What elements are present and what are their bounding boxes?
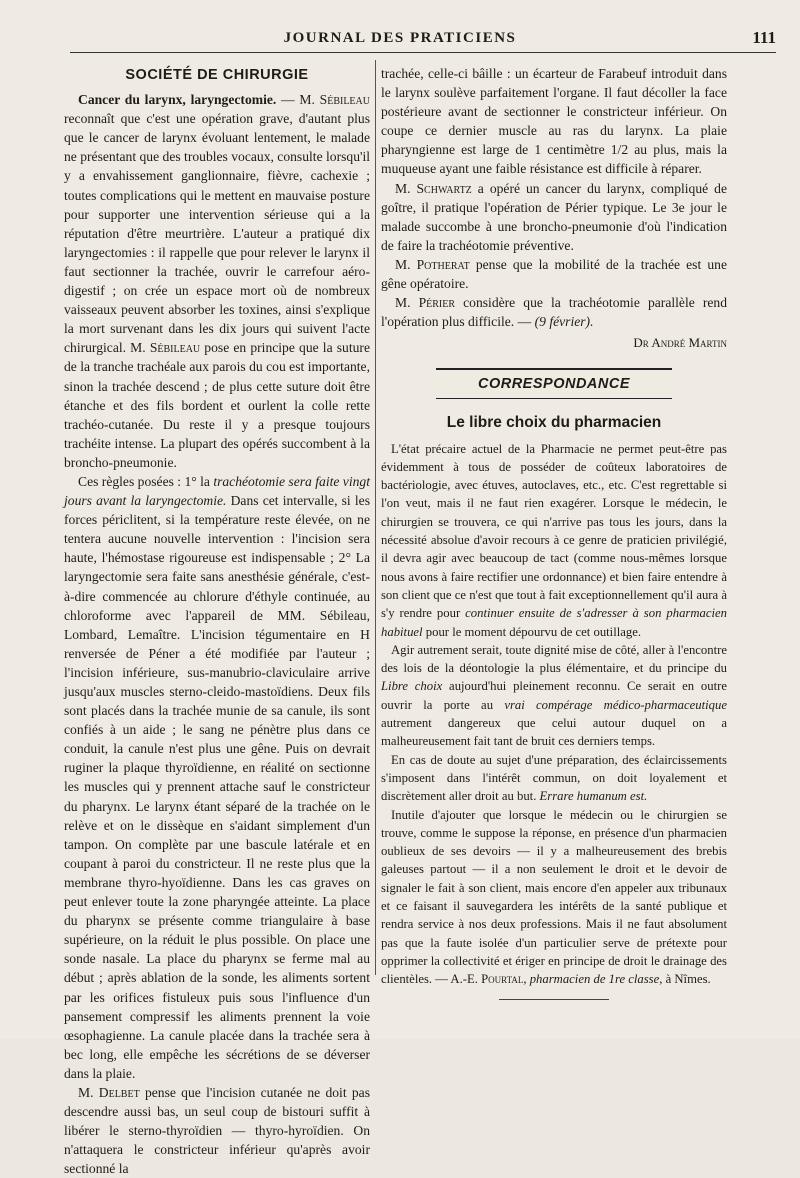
- author-name: Schwartz: [416, 180, 472, 196]
- paragraph-cancer-larynx: Cancer du larynx, laryngectomie. — M. Sébileau reconnaît que c'est une opération grave, d'autant plus que le cancer de larynx évoluant lentement, le malade ne présentant que des troubles vocaux, consulte lorsqu'il y a envahissement ganglionnaire, fièvre, cachexie ; toutes complications qui le mettent en mauvaise posture pour supporter une intervention sérieuse qui a la réputation d'être meurtrière. L'auteur a pratiqué dix laryngectomies : il rappelle que pour relever le larynx il faut sectionner la trachée, ouvrir le carrefour aéro-digestif ; on crée un espace mort où de nombreux vaisseaux peuvent absorber les toxines, ainsi s'explique la mort survenant dans les dix jours qui suivent l'acte chirurgical. M. Sébileau pose en principe que la suture de la tranche trachéale aux parois du cou est importante, sinon la trachée descend ; de plus cette suture doit être étanche et des fils bordent et ourlent la colle rette trachéo-cutanée. Du reste il y a presque toujours trachéite intense. La plupart des opérés succombent à la broncho-pneumonie.: [64, 92, 370, 470]
- paragraph-perier: M. Périer considère que la trachéotomie parallèle rend l'opération plus difficile. — (9 février).: [381, 295, 727, 330]
- article-body: [381, 440, 727, 1000]
- header-rule: [70, 52, 776, 53]
- article-paragraph: Agir autrement serait, toute dignité mise de côté, aller à l'encontre des lois de la déontologie la plus élémentaire, et du principe du Libre choix aujourd'hui pleinement reconnu. Ce serait en outre ouvrir la porte au vrai compérage médico-pharmaceutique autrement dangereux que celui autour duquel on a malheureusement fait tant de bruit ces derniers temps.: [381, 642, 727, 749]
- article-paragraph: L'état précaire actuel de la Pharmacie ne permet peut-être pas évidemment à tous de posséder de coûteux laboratoires de bactériologie, avec étuves, autoclaves, etc., etc. C'est regrettable si l'on veut, mais il ne faut rien exagérer. Lorsque le médecin, le chirurgien se trouvera, ce qui n'arrive pas tous les jours, dans la nécessité absolue d'avoir recours à ce genre de praticien privilégié, il devra agir avec beaucoup de tact (comme nous-mêmes lorsque nous avons à faire rectifier une ordonnance) et bien faire entendre à son client que ce n'est que tout à fait exceptionnellement qu'il aura à s'y rendre pour continuer ensuite de s'adresser à son pharmacien habituel pour le moment dépourvu de cet outillage.: [381, 441, 727, 639]
- article-title: Le libre choix du pharmacien: [446, 413, 662, 431]
- page-number: 111: [752, 28, 776, 47]
- correspondence-title: CORRESPONDANCE: [477, 376, 630, 393]
- paragraph-regles: Ces règles posées : 1° la trachéotomie sera faite vingt jours avant la laryngectomie. Dans cet intervalle, si les forces périclitent, si la température reste élevée, on ne tentera aucune nouvelle intervention : l'incision sera haute, l'hémostase rigoureuse est indispensable ; 2° La laryngectomie sera faite sans anesthésie générale, c'est-à-dire commencée au chlorure d'éthyle continuée, au chloroforme avec l'appareil de MM. Sébileau, Lombard, Lemaître. L'incision tégumentaire en H renversée de Péner a été modifiée par l'auteur ; l'incision inférieure, sus-manubrio-claviculaire arrive jusqu'aux muscles sterno-cleido-mastoïdiens. Deux fils sont placés dans la trachée munie de sa canule, ils sont confiés à un aide ; le sang ne pénètre plus dans ce conduit, la canule n'est plus une gêne. Puis on devrait ruginer la plaque thyroïdienne, en réalité on sectionne les muscles qui y prennent attache sauf le constricteur du pharynx. Le larynx étant séparé de la trachée on le relève et on le dissèque en s'aidant simplement d'un tampon. On complète par une bascule latérale et en coupant à paroi du constricteur. Il ne reste plus que la membrane thyro-hyoïdienne. Dans les cas graves on peut enlever toute la zone pharyngée atteinte. La place du pharynx se présente comme triangulaire à base supérieure, on la réduit le plus possible. On place une sonde nasale. La place du pharynx se ferme mal au début ; après ablation de la sonde, les aliments sortent par les orifices fistuleux puis sous l'influence d'un pansement compressif les aliments prennent la voie œsophagienne. La canule placée dans la trachée sera à bec long, elle empêche les sécrétions de se déverser dans la plaie.: [64, 473, 370, 1081]
- article-paragraph: Inutile d'ajouter que lorsque le médecin ou le chirurgien se trouve, comme le suppose la réponse, en présence d'un pharmacien oublieux de ses devoirs — il y a malheureusement des brebis galeuses partout — il a non seulement le droit et le devoir de signaler le fait à son client, mais encore d'en appeler aux tribunaux et ce faisant il sauvegardera les intérêts de la santé publique et rendra service à nos deux professions. Mais il ne faut absolument pas que la faute isolée d'un particulier serve de prétexte pour opprimer la collectivité et ériger en principe de droit le drainage des clientèles. — A.-E. Pourtal, pharmacien de 1re classe, à Nîmes.: [381, 807, 727, 987]
- column-divider: [375, 60, 376, 975]
- author-name: Pourtal: [481, 972, 524, 987]
- author-name: Sébileau: [149, 340, 201, 356]
- signature: Dr André Martin: [633, 335, 727, 351]
- journal-title: JOURNAL DES PRATICIENS: [283, 30, 517, 46]
- correspondence-heading-box: [436, 368, 672, 398]
- article-paragraph: En cas de doute au sujet d'une préparation, des éclaircissements s'imposent dans l'intérêt commun, on doit loyalement et discrètement aller droit au but. Errare humanum est.: [381, 752, 727, 804]
- author-name: Sébileau: [319, 92, 370, 108]
- subheading-cancer-larynx: Cancer du larynx, laryngectomie.: [78, 92, 277, 108]
- left-column: [64, 64, 370, 1178]
- paragraph-schwartz: M. Schwartz a opéré un cancer du larynx, compliqué de goître, il pratique l'opération de Périer typique. Le 3e jour le malade succombe à une broncho-pneumonie d'où l'indication de faire la trachéotomie préventive.: [381, 180, 727, 253]
- end-rule: [499, 999, 609, 1000]
- paragraph-trachee: trachée, celle-ci bâille : un écarteur de Farabeuf introduit dans le larynx soulève parfaitement l'organe. Il faut décoller la face postérieure avant de sectionner le constricteur inférieur. On coupe ce dernier muscle au ras du larynx. La plaie pharyngienne est large de 1 centimètre 1/2 au plus, mais la muqueuse ayant une faible résistance est difficile à réparer.: [381, 66, 727, 177]
- paragraph-delbet: M. Delbet pense que l'incision cutanée ne doit pas descendre aussi bas, un seul coup de bistouri suffit à libérer le sterno-thyroïdien — thyro-hyroïdien. On n'attaquera le constricteur inférieur qu'après avoir sectionné la: [64, 1084, 370, 1177]
- author-name: Potherat: [416, 256, 470, 272]
- author-name: Périer: [418, 295, 456, 311]
- right-column: [381, 64, 727, 1000]
- paragraph-potherat: M. Potherat pense que la mobilité de la trachée est une gêne opératoire.: [381, 256, 727, 292]
- section-title-chirurgie: SOCIÉTÉ DE CHIRURGIE: [125, 67, 309, 83]
- running-header: [0, 26, 800, 50]
- author-name: Delbet: [98, 1084, 140, 1100]
